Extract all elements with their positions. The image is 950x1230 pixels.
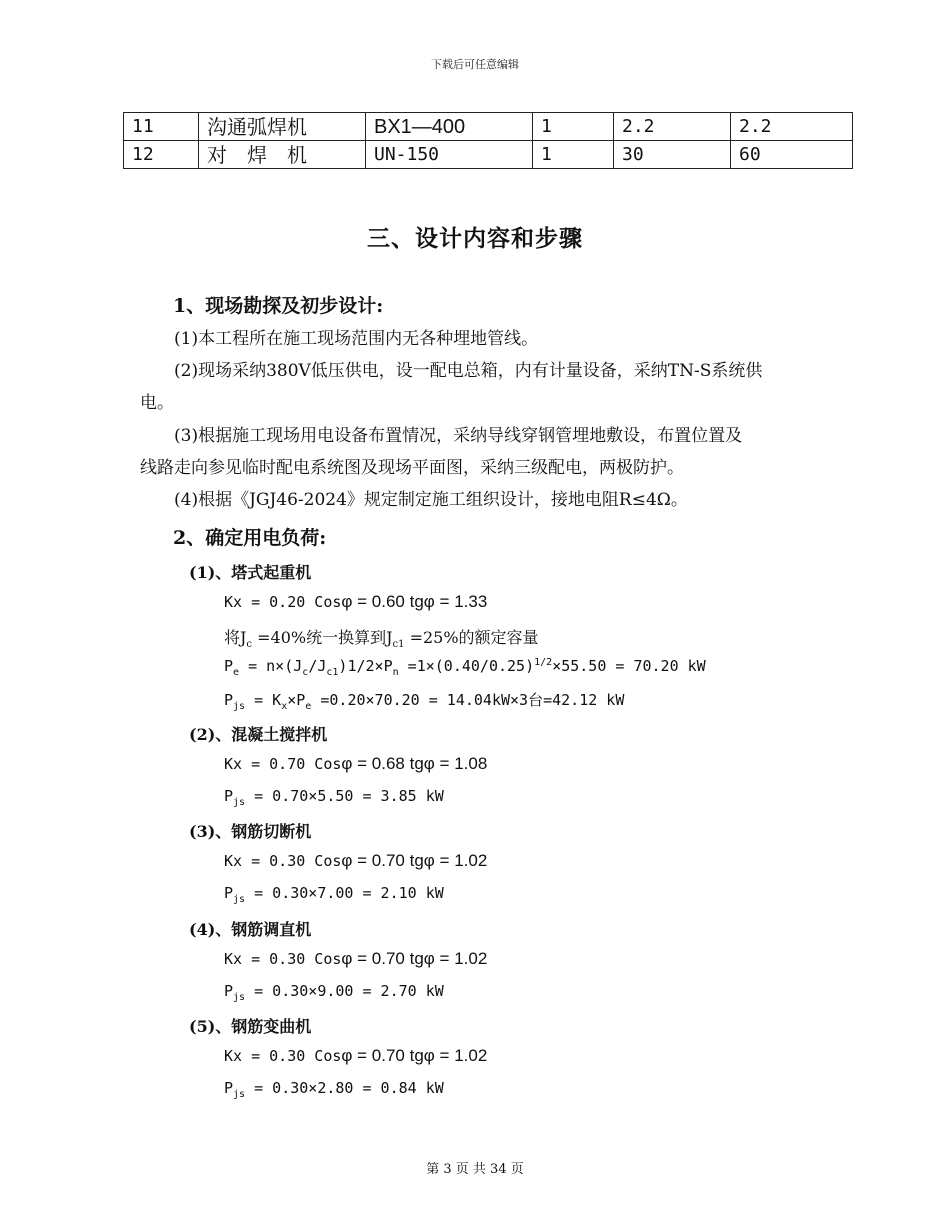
paragraph-4: (4)根据《JGJ46-2024》规定制定施工组织设计，接地电阻R≤4Ω。 bbox=[174, 490, 688, 510]
item-title-rebar-bender: (5)、钢筋变曲机 bbox=[189, 1017, 312, 1036]
kx-line: Kx = 0.20 Cosφ = 0.60 tgφ = 1.33 bbox=[224, 592, 488, 611]
equipment-table bbox=[123, 112, 853, 169]
section-title: 三、设计内容和步骤 bbox=[367, 225, 583, 252]
equipment-total: 2.2 bbox=[731, 113, 853, 141]
kx-line: Kx = 0.30 Cosφ = 0.70 tgφ = 1.02 bbox=[224, 949, 488, 968]
equipment-model: BX1—400 bbox=[366, 113, 533, 141]
pe-formula: $P_e = n\times(J_c/J_{c1})1/2\times P_n =1\times(0.40/0.25)^{1/2}\times 55.50 = 70.20$ kW bbox=[224, 657, 706, 678]
conversion-note: 将$J_c =40\%$统一换算到$J_{c1} =25\%$的额定容量 bbox=[224, 628, 539, 651]
equipment-name: 沟通弧焊机 bbox=[199, 113, 366, 141]
paragraph-2-line-2: 电。 bbox=[140, 393, 174, 413]
equipment-name: 对焊机 bbox=[199, 141, 366, 169]
page-header: 下载后可任意编辑 bbox=[431, 58, 519, 71]
equipment-qty: 1 bbox=[533, 141, 614, 169]
page-footer: 第 3 页 共 34 页 bbox=[426, 1162, 524, 1177]
equipment-power: 2.2 bbox=[614, 113, 731, 141]
item-title-rebar-straightener: (4)、钢筋调直机 bbox=[189, 920, 312, 939]
subsection-title-1: 1、现场勘探及初步设计: bbox=[173, 295, 384, 317]
pjs-formula: $P_{js} = K_x\times P_e =0.20\times 70.20 = 14.04kW\times 3$台=42.12 kW bbox=[224, 691, 625, 712]
row-number: 11 bbox=[124, 113, 199, 141]
pjs-formula: $P_{js} = 0.30\times 7.00 = 2.10$ kW bbox=[224, 884, 444, 905]
pjs-formula: $P_{js} = 0.30\times 9.00 = 2.70$ kW bbox=[224, 982, 444, 1003]
item-title-tower-crane: (1)、塔式起重机 bbox=[189, 563, 312, 582]
paragraph-2-line-1: (2)现场采纳380V低压供电，设一配电总箱，内有计量设备，采纳TN-S系统供 bbox=[174, 361, 763, 381]
pjs-formula: $P_{js} = 0.30\times 2.80 = 0.84$ kW bbox=[224, 1079, 444, 1100]
kx-line: Kx = 0.70 Cosφ = 0.68 tgφ = 1.08 bbox=[224, 754, 488, 773]
item-title-rebar-cutter: (3)、钢筋切断机 bbox=[189, 822, 312, 841]
equipment-qty: 1 bbox=[533, 113, 614, 141]
paragraph-3-line-1: (3)根据施工现场用电设备布置情况，采纳导线穿钢管埋地敷设，布置位置及 bbox=[174, 426, 743, 446]
pjs-formula: $P_{js} = 0.70\times 5.50 = 3.85$ kW bbox=[224, 787, 444, 808]
equipment-power: 30 bbox=[614, 141, 731, 169]
item-title-concrete-mixer: (2)、混凝土搅拌机 bbox=[189, 725, 328, 744]
equipment-model: UN-150 bbox=[366, 141, 533, 169]
paragraph-1: (1)本工程所在施工现场范围内无各种埋地管线。 bbox=[174, 329, 539, 349]
row-number: 12 bbox=[124, 141, 199, 169]
table-row bbox=[124, 113, 853, 141]
paragraph-3-line-2: 线路走向参见临时配电系统图及现场平面图，采纳三级配电，两极防护。 bbox=[140, 458, 684, 478]
subsection-title-2: 2、确定用电负荷: bbox=[173, 527, 327, 549]
kx-line: Kx = 0.30 Cosφ = 0.70 tgφ = 1.02 bbox=[224, 851, 488, 870]
kx-line: Kx = 0.30 Cosφ = 0.70 tgφ = 1.02 bbox=[224, 1046, 488, 1065]
equipment-total: 60 bbox=[731, 141, 853, 169]
table-row bbox=[124, 141, 853, 169]
